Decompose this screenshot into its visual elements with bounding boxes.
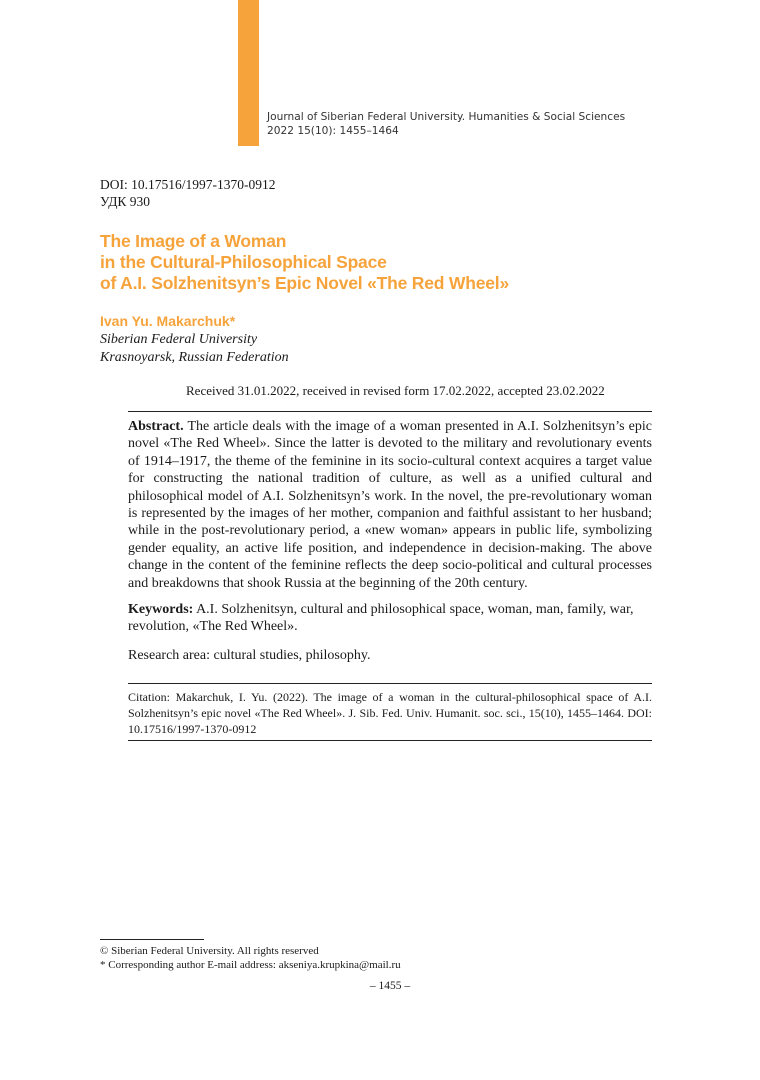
divider-top [128,411,652,412]
keywords-text: A.I. Solzhenitsyn, cultural and philosophical space, woman, man, family, war, revolution, «The Red Wheel». [128,602,634,635]
received-dates: Received 31.01.2022, received in revised form 17.02.2022, accepted 23.02.2022 [186,383,605,398]
header-accent-bar [238,0,259,146]
keywords [128,601,652,636]
divider-citation-bottom [128,740,652,741]
title-line-3: of A.I. Solzhenitsyn’s Epic Novel «The Red Wheel» [100,273,509,293]
journal-header [267,110,625,138]
title-line-1: The Image of a Woman [100,231,287,251]
journal-name: Journal of Siberian Federal University. Humanities & Social Sciences [267,111,626,123]
footnote-corresponding-author: * Corresponding author E-mail address: akseniya.krupkina@mail.ru [100,959,401,971]
footnote-divider [100,939,204,940]
doi: DOI: 10.17516/1997-1370-0912 [100,177,276,192]
abstract [128,418,652,592]
udk: УДК 930 [100,194,151,209]
abstract-label: Abstract. [128,419,184,434]
page-number: – 1455 – [369,980,411,992]
author-name: Ivan Yu. Makarchuk* [100,313,236,329]
article-title [100,231,660,294]
author-affiliation: Siberian Federal University [100,332,258,347]
divider-citation-top [128,683,652,684]
abstract-text: The article deals with the image of a woman presented in A.I. Solzhenitsyn’s epic novel «The Red Wheel». Since the latter is devoted to the military and revolutionary events of 1914–1917, the theme of the feminine in its socio-cultural context acquires a target value for constructing the national tradition of culture, as well as a unified cultural and philosophical model of A.I. Solzhenitsyn’s work. In the novel, the pre-revolutionary woman is represented by the images of her mother, companion and faithful assistant to her husband; while in the post-revolutionary period, a «new woman» appears in public life, symbolizing gender equality, an active life position, and independence in decision-making. The above change in the content of the feminine reflects the deep socio-political and cultural processes and breakdowns that shook Russia at the beginning of the 20th century. [128,419,652,591]
keywords-label: Keywords: [128,602,194,617]
author-affiliation-block [100,331,289,367]
journal-issue: 2022 15(10): 1455–1464 [267,125,399,137]
article-meta [100,176,276,210]
author-location: Krasnoyarsk, Russian Federation [100,350,289,365]
research-area: Research area: cultural studies, philosophy. [128,648,371,663]
footnote-copyright: © Siberian Federal University. All rights reserved [100,945,319,957]
title-line-2: in the Cultural-Philosophical Space [100,252,387,272]
citation: Citation: Makarchuk, I. Yu. (2022). The image of a woman in the cultural-philosophical space of A.I. Solzhenitsyn’s epic novel «The Red Wheel». J. Sib. Fed. Univ. Humanit. soc. sci., 15(10), 1455–1464. DOI: 10.17516/1997-1370-0912 [128,690,652,736]
